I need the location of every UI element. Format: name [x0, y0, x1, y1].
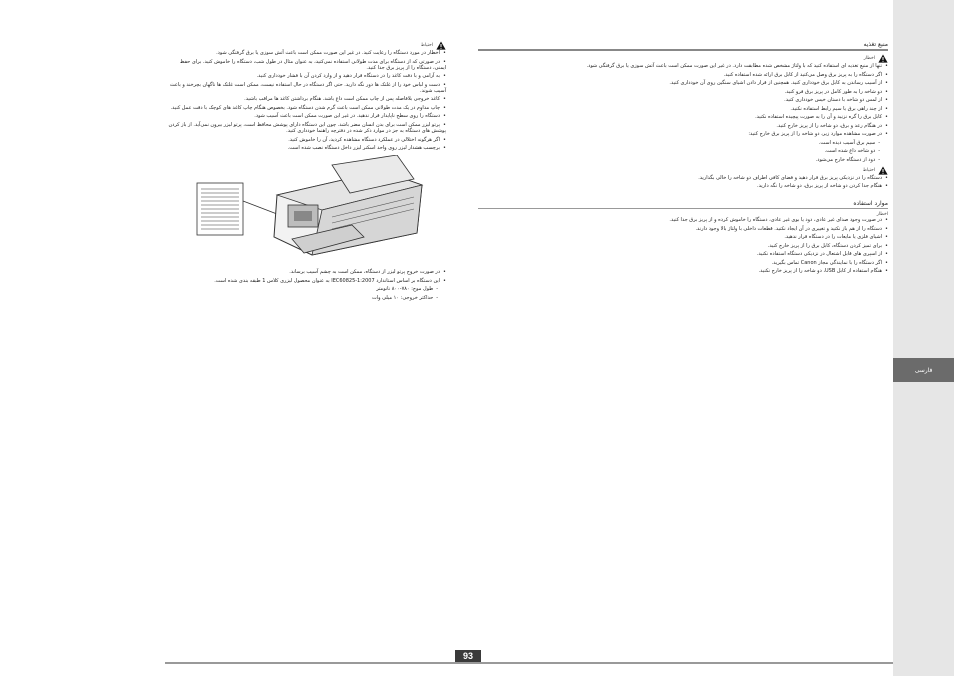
printer-drawing — [182, 155, 432, 265]
paragraph: • برای تمیز کردن دستگاه، کابل برق را از پریز خارج کنید. — [478, 243, 888, 249]
paragraph: • در صورت مشاهده موارد زیر، دو شاخه را از پریز برق خارج کنید: — [478, 131, 888, 137]
paragraph: - دود از دستگاه خارج می‌شود. — [478, 157, 888, 163]
paragraph: • اگر دستگاه را به پریز برق وصل می‌کنید از کابل برق ارائه شده استفاده کنید. — [478, 72, 888, 78]
side-band — [893, 0, 954, 676]
right-column — [478, 38, 888, 277]
warning-triangle-icon — [878, 54, 888, 63]
power-cautions — [478, 175, 888, 190]
section-header-handling — [478, 197, 888, 209]
left-text-block-2 — [168, 269, 446, 301]
caution-heading — [168, 41, 446, 50]
language-tab — [893, 358, 954, 382]
warning-triangle-icon — [436, 41, 446, 50]
paragraph: - سیم برق آسیب دیده است. — [478, 140, 888, 146]
paragraph: • چاپ مداوم در یک مدت طولانی ممکن است باعث گرم شدن دستگاه شود. بخصوص هنگام چاپ کاغذ های کوچک با دقت عمل کنید. — [168, 105, 446, 111]
paragraph: • تنها از منبع تغذیه ای استفاده کنید که با ولتاژ مشخص شده مطابقت دارد. در غیر این صورت ممکن است باعث آتش سوزی یا برق گرفتگی شود. — [478, 63, 888, 69]
left-column — [168, 38, 446, 303]
left-text-block — [168, 50, 446, 151]
printer-illustration — [182, 155, 432, 265]
paragraph: • این دستگاه بر اساس استاندارد IEC60825-1:2007 به عنوان محصول لیزری کلاس 1 طبقه بندی شده است. — [168, 278, 446, 284]
paragraph: • دستگاه را از هم باز نکنید و تغییری در آن ایجاد نکنید. قطعات داخلی با ولتاژ بالا وجود دارند. — [478, 226, 888, 232]
caution-label: احتیاط — [862, 167, 875, 173]
paragraph: - دو شاخه داغ شده است. — [478, 148, 888, 154]
page-number — [455, 650, 481, 662]
paragraph: • هنگام جدا کردن دو شاخه از پریز برق، دو شاخه را نگه دارید. — [478, 183, 888, 189]
paragraph: - طول موج: ۷۸۰-۸۰۰ نانومتر — [168, 286, 446, 292]
caution-heading — [478, 166, 888, 175]
paragraph: • اگر هرگونه اختلالی در عملکرد دستگاه مشاهده کردید، آن را خاموش کنید. — [168, 137, 446, 143]
caution-label: احتیاط — [420, 43, 433, 48]
language-tab-label: فارسی — [914, 366, 933, 374]
page-number-text: 93 — [462, 651, 473, 661]
paragraph: • برچسب هشدار لیزر روی واحد اسکنر لیزر داخل دستگاه نصب شده است. — [168, 145, 446, 151]
warning-heading — [478, 54, 888, 63]
paragraph: • دستگاه را روی سطح ناپایدار قرار ندهید. در غیر این صورت ممکن است باعث آسیب شود. — [168, 113, 446, 119]
footer-rule — [165, 662, 893, 664]
warning-label: اخطار — [863, 56, 875, 61]
paragraph: • از اسپری های قابل اشتعال در نزدیکی دستگاه استفاده نکنید. — [478, 251, 888, 257]
paragraph: • کابل برق را گره نزنید و آن را به صورت پیچیده استفاده نکنید. — [478, 114, 888, 120]
paragraph: • دستگاه را در نزدیکی پریز برق قرار دهید و فضای کافی اطراف دو شاخه را خالی بگذارید. — [478, 175, 888, 181]
section-header-power — [478, 38, 888, 51]
handling-warnings — [478, 217, 888, 274]
section-title: منبع تغذیه — [863, 41, 888, 48]
paragraph: • در هنگام رعد و برق، دو شاخه را از پریز خارج کنید. — [478, 123, 888, 129]
paragraph: • به آرامی و با دقت کاغذ را در دستگاه قرار دهید و از وارد کردن آن با فشار خودداری کنید. — [168, 73, 446, 79]
paragraph: • اگر دستگاه را با نمایندگی مجاز Canon تماس بگیرید. — [478, 260, 888, 266]
paragraph: • کاغذ خروجی بلافاصله پس از چاپ ممکن است داغ باشد. هنگام برداشتن کاغذ ها مراقب باشید. — [168, 96, 446, 102]
paragraph: • پرتو لیزر ممکن است برای بدن انسان مضر باشد. چون این دستگاه دارای پوشش محافظ است، پرتو لیزر بیرون نمی‌آید. از باز کردن پوشش های دستگاه به جز در موارد ذکر شده در دفترچه راهنما خودداری کنید. — [168, 122, 446, 134]
paragraph: • هنگام استفاده از کابل USB، دو شاخه را از پریز خارج نکنید. — [478, 268, 888, 274]
paragraph: • در صورت وجود صدای غیر عادی، دود یا بوی غیر عادی، دستگاه را خاموش کرده و از پریز برق جدا کنید. — [478, 217, 888, 223]
paragraph: • دست و لباس خود را از غلتک ها دور نگه دارید. حتی اگر دستگاه در حال استفاده نیست، ممکن است غلتک ها ناگهان بچرخند و باعث آسیب شوند. — [168, 82, 446, 94]
paragraph: • اشیای فلزی یا مایعات را در دستگاه قرار ندهید. — [478, 234, 888, 240]
caution-triangle-icon — [878, 166, 888, 175]
paragraph: • دو شاخه را به طور کامل در پریز برق فرو کنید. — [478, 89, 888, 95]
paragraph: • از آسیب رساندن به کابل برق خودداری کنید. همچنین از قرار دادن اشیای سنگین روی آن خودداری کنید. — [478, 80, 888, 86]
paragraph: • اخطار در مورد دستگاه را رعایت کنید. در غیر این صورت ممکن است باعث آتش سوزی یا برق گرفتگی شود. — [168, 50, 446, 56]
warning-label: اخطار — [876, 212, 888, 218]
paragraph: • در صورت خروج پرتو لیزر از دستگاه، ممکن است به چشم آسیب برساند. — [168, 269, 446, 275]
paragraph: • در صورتی که از دستگاه برای مدت طولانی استفاده نمی‌کنید، به عنوان مثال در طول شب، دستگاه را خاموش کنید. برای حفظ ایمنی، دستگاه را از پریز برق جدا کنید. — [168, 59, 446, 71]
power-warnings — [478, 63, 888, 163]
section-title: موارد استفاده — [853, 200, 888, 208]
paragraph: • از لمس دو شاخه با دستان خیس خودداری کنید. — [478, 97, 888, 103]
paragraph: - حداکثر خروجی: ۱۰ میلی وات — [168, 295, 446, 301]
paragraph: • از چند راهی برق یا سیم رابط استفاده نکنید. — [478, 106, 888, 112]
